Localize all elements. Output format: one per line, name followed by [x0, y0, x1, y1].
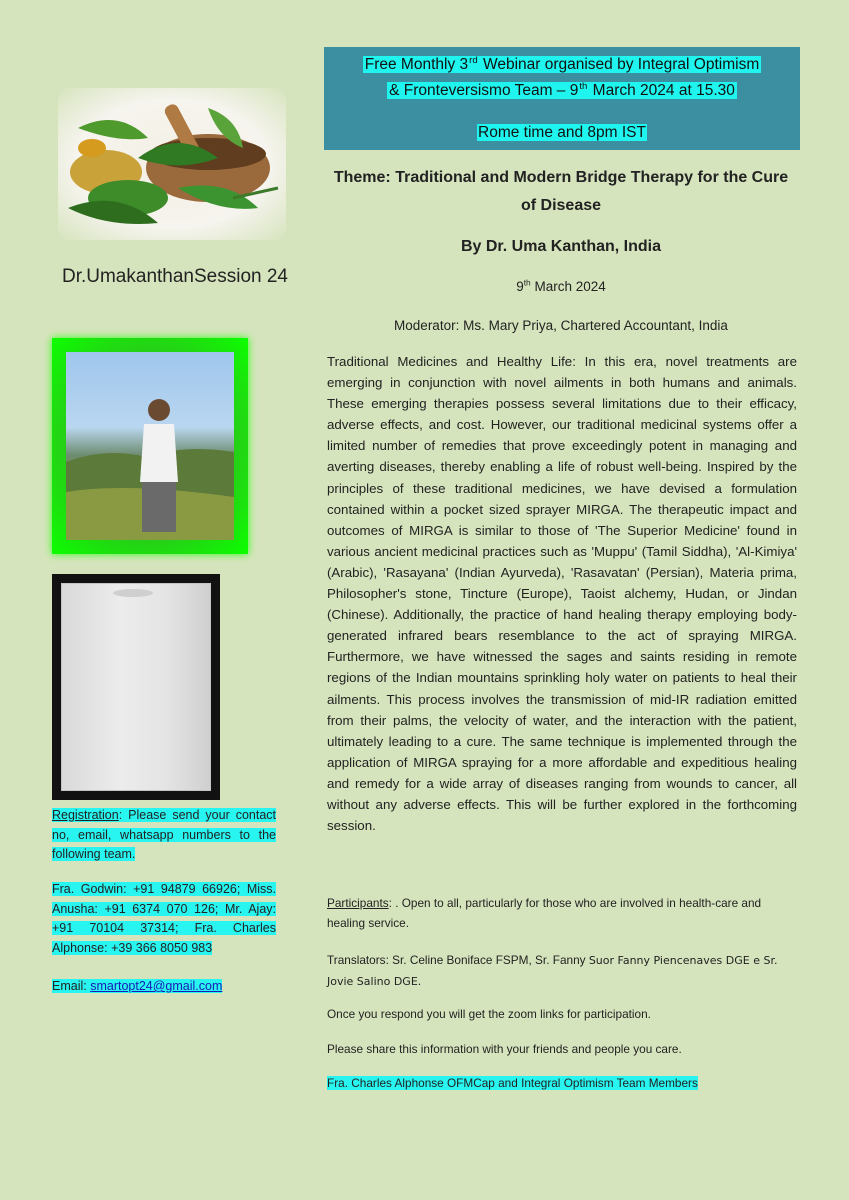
registration-label: Registration [52, 808, 119, 822]
webinar-date [330, 276, 792, 298]
date-day: 9 [516, 279, 524, 294]
banner-line-1 [324, 53, 800, 77]
herbal-mortar-image [58, 88, 286, 240]
participants-label: Participants [327, 896, 389, 910]
speaker-figure [66, 352, 234, 540]
description-paragraph: Traditional Medicines and Healthy Life: In this era, novel treatments are emerging in conjunction with novel ailments in both humans and animals. These emerging therapies possess several limitations due to their efficacy, adverse effects, and cost. However, our traditional medicinal systems offer a limited number of remedies that prove exceedingly potent in managing and averting diseases, thereby enabling a life of robust well-being. Inspired by the principles of these traditional medicines, we have devised a formulation contained within a pocket sized sprayer MIRGA. The therapeutic impact and outcomes of MIRGA is similar to those of 'The Superior Medicine' found in various ancient medicinal practices such as 'Muppu' (Tamil Siddha), 'Al-Kimiya' (Arabic), 'Rasayana' (Indian Ayurveda), 'Rasavatan' (Persian), Materia prima, Philosopher's stone, Tincture (Europe), Taoist alchemy, Hudan, or Jindan (Chinese). Additionally, the practice of hand healing therapy employing body-generated infrared bears resemblance to the act of spraying MIRGA. Furthermore, we have witnessed the sages and saints residing in remote regions of the Indian mountains sprinkling holy water on patients to heal their ailments. This process involves the transmission of mid-IR radiation emitted from their palms, the velocity of water, and the interaction with the patient, ultimately leading to a cure. The same technique is implemented through the application of MIRGA spraying for a more affordable and expeditious healing and remedy for a wide array of diseases ranging from wounds to cancer, all without any adverse effects. This will be further explored in the forthcoming session. [327, 354, 797, 834]
contacts-block [52, 880, 276, 958]
banner-line-2-a: & Fronteversismo Team – 9 [389, 82, 579, 99]
registration-text: : Please send your contact no, email, whatsapp numbers to the following team. [52, 808, 276, 861]
translators-text-a: Translators: Sr. Celine Boniface FSPM, Sr. Fanny [327, 953, 589, 967]
email-link[interactable]: smartopt24@gmail.com [90, 979, 223, 993]
sprayer-shape [61, 583, 211, 791]
banner-line-2 [324, 79, 800, 103]
participants-text: : . Open to all, particularly for those who are involved in health-care and healing service. [327, 896, 762, 930]
date-month-year: March 2024 [530, 279, 606, 294]
banner-line-3-text: Rome time and 8pm IST [478, 124, 646, 141]
share-note: Please share this information with your friends and people you care. [327, 1042, 682, 1056]
moderator-line: Moderator: Ms. Mary Priya, Chartered Accountant, India [394, 318, 728, 333]
speaker-photo [66, 352, 234, 540]
webinar-theme: Theme: Traditional and Modern Bridge Therapy for the Cure of Disease [333, 169, 789, 214]
contact-numbers: Fra. Godwin: +91 94879 66926; Miss. Anusha: +91 6374 070 126; Mr. Ajay: +91 70104 37314; Fra. Charles Alphonse: +39 366 8050 983 [52, 882, 276, 955]
translators-text-b: Suor Fanny Piencenaves DGE e Sr. Jovie Salino DGE. [327, 954, 778, 988]
mirga-sprayer-image [61, 583, 211, 791]
signature-line [327, 1073, 797, 1093]
translators-paragraph [327, 950, 797, 992]
mirga-sprayer-frame [52, 574, 220, 800]
session-title: Dr.UmakanthanSession 24 [61, 266, 288, 287]
date-sup: th [523, 277, 531, 288]
banner-line-2-sup: th [579, 80, 588, 92]
signature-text: Fra. Charles Alphonse OFMCap and Integral Optimism Team Members [327, 1076, 698, 1090]
banner-line-3 [324, 121, 800, 145]
email-block [52, 977, 276, 997]
banner-line-1-a: Free Monthly 3 [364, 56, 469, 73]
herbs-illustration [58, 88, 286, 240]
zoom-note: Once you respond you will get the zoom links for participation. [327, 1007, 651, 1021]
speaker-photo-frame [52, 338, 248, 554]
banner-line-2-b: March 2024 at 15.30 [588, 82, 735, 99]
webinar-banner [324, 47, 800, 150]
banner-line-1-sup: rd [469, 54, 478, 66]
registration-block [52, 806, 276, 865]
speaker-name: By Dr. Uma Kanthan, India [460, 238, 662, 255]
email-label: Email: [52, 979, 91, 993]
banner-line-1-b: Webinar organised by Integral Optimism [478, 56, 760, 73]
participants-paragraph [327, 893, 797, 933]
